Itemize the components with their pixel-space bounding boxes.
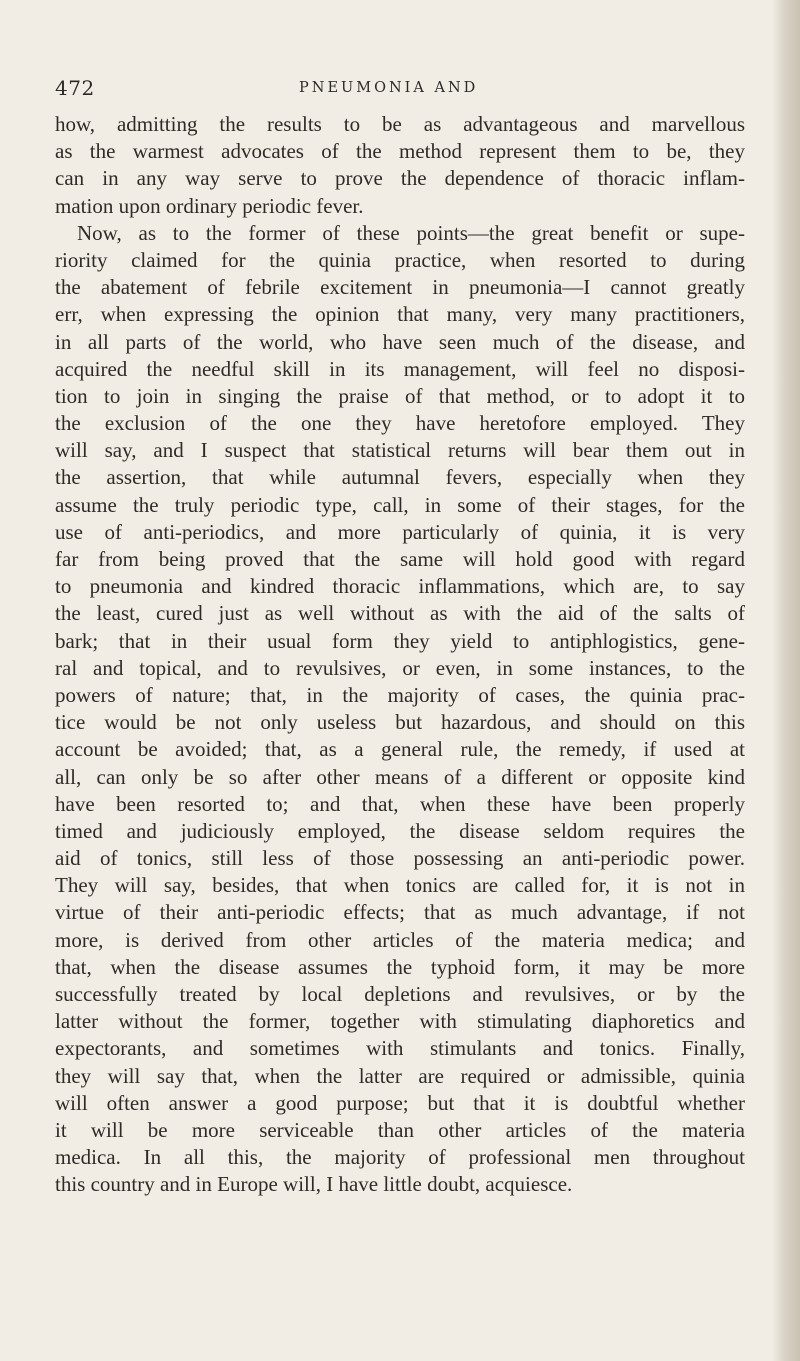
text-line: they will say that, when the latter are required or admissible, quinia <box>55 1063 745 1088</box>
running-title: PNEUMONIA AND <box>299 80 479 96</box>
text-line: will say, and I suspect that statistical returns will bear them out in <box>55 438 745 463</box>
text-line: this country and in Europe will, I have little doubt, acquiesce. <box>55 1172 573 1197</box>
text-line: use of anti-periodics, and more particularly of quinia, it is very <box>55 519 745 544</box>
text-line: will often answer a good purpose; but that it is doubtful whether <box>55 1090 745 1115</box>
text-line: acquired the needful skill in its management, will feel no disposi- <box>55 356 745 381</box>
text-line: bark; that in their usual form they yield to antiphlogistics, gene- <box>55 628 745 653</box>
text-line: Now, as to the former of these points—the great benefit or supe- <box>77 220 745 245</box>
text-line: successfully treated by local depletions and revulsives, or by the <box>55 982 745 1006</box>
text-line: as the warmest advocates of the method represent them to be, they <box>55 139 745 164</box>
text-line: that, when the disease assumes the typhoid form, it may be more <box>55 954 745 979</box>
text-line: powers of nature; that, in the majority of cases, the quinia prac- <box>55 682 745 707</box>
text-line: far from being proved that the same will hold good with regard <box>55 547 745 571</box>
text-line: expectorants, and sometimes with stimulants and tonics. Finally, <box>55 1036 745 1061</box>
text-line: mation upon ordinary periodic fever. <box>55 193 364 218</box>
text-line: more, is derived from other articles of the materia medica; and <box>55 927 745 952</box>
text-line: They will say, besides, that when tonics are called for, it is not in <box>55 873 745 898</box>
text-line: the exclusion of the one they have heretofore employed. They <box>55 411 745 436</box>
text-line: medica. In all this, the majority of professional men throughout <box>55 1145 745 1170</box>
text-line: have been resorted to; and that, when these have been properly <box>55 791 745 816</box>
text-line: err, when expressing the opinion that many, very many practitioners, <box>55 302 745 327</box>
text-line: it will be more serviceable than other articles of the materia <box>55 1117 745 1142</box>
body-text <box>55 111 745 1199</box>
text-line: the assertion, that while autumnal fevers, especially when they <box>55 465 745 490</box>
text-line: tion to join in singing the praise of that method, or to adopt it to <box>55 383 745 408</box>
text-line: latter without the former, together with stimulating diaphoretics and <box>55 1009 745 1034</box>
text-line: ral and topical, and to revulsives, or even, in some instances, to the <box>55 655 745 680</box>
text-line: the abatement of febrile excitement in pneumonia—I cannot greatly <box>55 275 745 300</box>
text-line: aid of tonics, still less of those possessing an anti-periodic power. <box>55 846 745 871</box>
text-line: can in any way serve to prove the dependence of thoracic inflam- <box>55 166 745 191</box>
text-line: timed and judiciously employed, the disease seldom requires the <box>55 818 745 843</box>
text-line: account be avoided; that, as a general rule, the remedy, if used at <box>55 737 745 762</box>
page-number: 472 <box>55 76 95 100</box>
page-edge-shadow <box>772 0 800 1361</box>
text-line: in all parts of the world, who have seen much of the disease, and <box>55 329 745 354</box>
text-line: tice would be not only useless but hazardous, and should on this <box>55 710 745 735</box>
text-line: assume the truly periodic type, call, in some of their stages, for the <box>55 492 745 517</box>
text-line: virtue of their anti-periodic effects; that as much advantage, if not <box>55 900 745 925</box>
text-line: how, admitting the results to be as advantageous and marvellous <box>55 112 745 136</box>
page-header <box>55 76 745 100</box>
text-line: to pneumonia and kindred thoracic inflammations, which are, to say <box>55 574 745 599</box>
text-line: all, can only be so after other means of a different or opposite kind <box>55 764 745 789</box>
text-line: the least, cured just as well without as with the aid of the salts of <box>55 601 745 626</box>
text-line: riority claimed for the quinia practice, when resorted to during <box>55 247 745 272</box>
